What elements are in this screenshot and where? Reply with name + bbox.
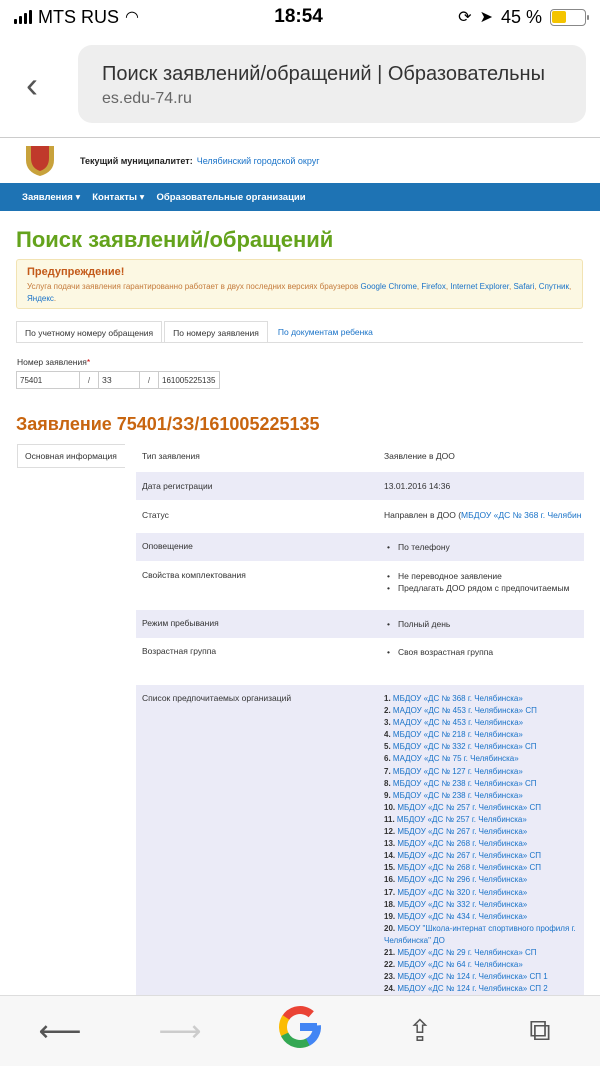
tab-by-account-number[interactable]: По учетному номеру обращения xyxy=(16,321,162,342)
org-list-item[interactable]: 6. МАДОУ «ДС № 75 г. Челябинска» xyxy=(384,754,519,764)
number-part-1[interactable] xyxy=(16,371,80,389)
battery-percent: 45 % xyxy=(500,6,542,27)
info-row: Дата регистрации 13.01.2016 14:36 xyxy=(136,472,584,500)
clock: 18:54 xyxy=(274,6,323,27)
wifi-icon: ◠ xyxy=(125,9,139,26)
info-row: Режим пребывания • Полный день xyxy=(136,610,584,638)
share-icon[interactable]: ⇪ xyxy=(407,1014,433,1048)
link-firefox[interactable]: Firefox xyxy=(421,282,446,291)
org-list-item[interactable]: 7. МБДОУ «ДС № 127 г. Челябинска» xyxy=(384,766,523,776)
org-list-item[interactable]: 18. МБДОУ «ДС № 332 г. Челябинска» xyxy=(384,899,528,909)
org-list-item[interactable]: 2. МАДОУ «ДС № 453 г. Челябинска» СП xyxy=(384,706,537,716)
org-list-item[interactable]: 10. МБДОУ «ДС № 257 г. Челябинска» СП xyxy=(384,802,541,812)
nav-contacts[interactable]: Контакты ▾ xyxy=(92,191,145,203)
google-icon[interactable] xyxy=(270,1004,330,1058)
org-list-item[interactable]: 24. МБДОУ «ДС № 124 г. Челябинска» СП 2 xyxy=(384,984,548,994)
org-list-item[interactable]: 4. МБДОУ «ДС № 218 г. Челябинска» xyxy=(384,730,523,740)
info-row: Оповещение • По телефону xyxy=(136,533,584,561)
link-chrome[interactable]: Google Chrome xyxy=(360,282,417,291)
org-list-item[interactable]: 1. МБДОУ «ДС № 368 г. Челябинска» xyxy=(384,694,523,703)
org-list-item[interactable]: 15. МБДОУ «ДС № 268 г. Челябинска» СП xyxy=(384,863,541,873)
tabs-icon[interactable]: ⧉ xyxy=(529,1014,551,1047)
back-chevron-icon[interactable]: ‹ xyxy=(26,64,38,105)
separator: / xyxy=(140,371,158,389)
tab-main-info[interactable]: Основная информация xyxy=(17,444,125,468)
application-number-label: Номер заявления* xyxy=(17,357,91,367)
warning-title: Предупреждение! xyxy=(27,266,125,278)
warning-box xyxy=(16,259,583,309)
org-list-item[interactable]: 9. МБДОУ «ДС № 238 г. Челябинска» xyxy=(384,790,523,800)
org-list-item[interactable]: 20. МБОУ "Школа-интернат спортивного профиля г. Челябинска" ДО xyxy=(384,923,576,945)
page-tab-title: Поиск заявлений/обращений | Образовательны xyxy=(102,63,545,85)
org-list-item[interactable]: 17. МБДОУ «ДС № 320 г. Челябинска» xyxy=(384,887,528,897)
browser-toolbar xyxy=(0,995,600,1066)
org-list-item[interactable]: 12. МБДОУ «ДС № 267 г. Челябинска» xyxy=(384,827,528,837)
separator: / xyxy=(80,371,98,389)
municipality-bar xyxy=(0,139,600,183)
application-number-inputs xyxy=(16,371,220,389)
url-host: es.edu-74.ru xyxy=(102,90,192,107)
nav-organizations[interactable]: Образовательные организации xyxy=(156,191,306,203)
org-list-item[interactable]: 13. МБДОУ «ДС № 268 г. Челябинска» xyxy=(384,839,528,849)
link-ie[interactable]: Internet Explorer xyxy=(450,282,509,291)
org-list-item[interactable]: 14. МБДОУ «ДС № 267 г. Челябинска» СП xyxy=(384,851,541,861)
battery-icon xyxy=(550,9,586,26)
search-tabs xyxy=(16,321,583,343)
info-row: Статус Направлен в ДОО (МБДОУ «ДС № 368 г. Челябин xyxy=(142,510,582,520)
info-row: Возрастная группа • Своя возрастная группа xyxy=(136,638,584,682)
org-list-item[interactable]: 21. МБДОУ «ДС № 29 г. Челябинска» СП xyxy=(384,947,537,957)
warning-text: Услуга подачи заявления гарантированно работает в двух последних версиях браузеров Google Chrome, Firefox, Internet Explorer, Safari, Спутник, Яндекс. xyxy=(27,282,572,303)
browser-bar xyxy=(0,34,600,138)
link-sputnik[interactable]: Спутник xyxy=(538,282,569,291)
application-info xyxy=(136,441,584,995)
rotation-lock-icon: ⟳ xyxy=(458,9,472,26)
info-row: Тип заявления Заявление в ДОО xyxy=(142,451,455,461)
nav-applications[interactable]: Заявления ▾ xyxy=(22,191,81,203)
main-nav xyxy=(0,183,600,211)
municipality-label: Текущий муниципалитет: xyxy=(80,156,193,166)
info-row: Свойства комплектования • Не переводное заявление • Предлагать ДОО рядом с предпочитаемым xyxy=(136,561,584,610)
page-title: Поиск заявлений/обращений xyxy=(16,227,334,252)
org-list-item[interactable]: 16. МБДОУ «ДС № 296 г. Челябинска» xyxy=(384,875,528,885)
forward-arrow-icon[interactable]: ⟶ xyxy=(158,1014,202,1048)
status-org-link[interactable]: МБДОУ «ДС № 368 г. Челябин xyxy=(461,510,582,520)
result-title: Заявление 75401/ЗЗ/161005225135 xyxy=(16,414,320,434)
org-list-item[interactable]: 22. МБДОУ «ДС № 64 г. Челябинска» xyxy=(384,960,523,970)
coat-of-arms-icon xyxy=(18,146,62,176)
signal-icon xyxy=(14,10,32,24)
number-part-2[interactable] xyxy=(98,371,140,389)
municipality-link[interactable]: Челябинский городской округ xyxy=(196,156,320,166)
address-bar[interactable] xyxy=(78,45,586,123)
link-yandex[interactable]: Яндекс xyxy=(27,294,54,303)
org-list-item[interactable]: 19. МБДОУ «ДС № 434 г. Челябинска» xyxy=(384,911,528,921)
org-list-item[interactable]: 11. МБДОУ «ДС № 257 г. Челябинска» xyxy=(384,814,527,824)
location-icon: ➤ xyxy=(479,9,493,26)
carrier: MTS RUS xyxy=(38,6,119,27)
number-part-3[interactable] xyxy=(158,371,220,389)
org-list-item[interactable]: 23. МБДОУ «ДС № 124 г. Челябинска» СП 1 xyxy=(384,972,548,982)
web-page xyxy=(0,139,600,995)
link-safari[interactable]: Safari xyxy=(513,282,535,291)
org-list-item[interactable]: 3. МАДОУ «ДС № 453 г. Челябинска» xyxy=(384,718,524,728)
back-arrow-icon[interactable]: ⟵ xyxy=(38,1014,82,1048)
tab-by-child-documents[interactable]: По документам ребенка xyxy=(270,321,381,342)
org-list-item[interactable]: 8. МБДОУ «ДС № 238 г. Челябинска» СП xyxy=(384,778,537,788)
info-row: Список предпочитаемых организаций 1. МБДОУ «ДС № 368 г. Челябинска» 2. МАДОУ «ДС № 453 г. Челябинска» СП 3. МАДОУ «ДС № 453 г. Челябинска» 4. МБДОУ «ДС № 218 г. Челябинска» 5. МБДОУ «ДС № 332 г. Челябинска» СП 6. МАДОУ «ДС № 75 г. Челябинска» 7. МБДОУ «ДС № 127 г. Челябинска» 8. МБДОУ «ДС № 238 г. Челябинска» СП 9. МБДОУ «ДС № 238 г. Челябинска» 10. МБДОУ «ДС № 257 г. Челябинска» СП 11. МБДОУ «ДС № 257 г. Челябинска» 12. МБДОУ «ДС № 267 г. Челябинска» 13. МБДОУ «ДС № 268 г. Челябинска» 14. МБДОУ «ДС № 267 г. Челябинска» СП 15. МБДОУ «ДС № 268 г. Челябинска» СП 16. МБДОУ «ДС № 296 г. Челябинска» 17. МБДОУ «ДС № 320 г. Челябинска» 18. МБДОУ «ДС № 332 г. Челябинска» 19. МБДОУ «ДС № 434 г. Челябинска» 20. МБОУ "Школа-интернат спортивного профиля г. Челябинска" ДО 21. МБДОУ «ДС № 29 г. Челябинска» СП 22. МБДОУ «ДС № 64 г. Челябинска» 23. МБДОУ «ДС № 124 г. Челябинска» СП 1 24. МБДОУ «ДС № 124 г. Челябинска» СП 2 xyxy=(136,685,584,995)
org-list-item[interactable]: 5. МБДОУ «ДС № 332 г. Челябинска» СП xyxy=(384,742,537,752)
preferred-orgs-list xyxy=(384,693,584,995)
status-bar xyxy=(0,0,600,34)
tab-by-application-number[interactable]: По номеру заявления xyxy=(164,321,268,342)
